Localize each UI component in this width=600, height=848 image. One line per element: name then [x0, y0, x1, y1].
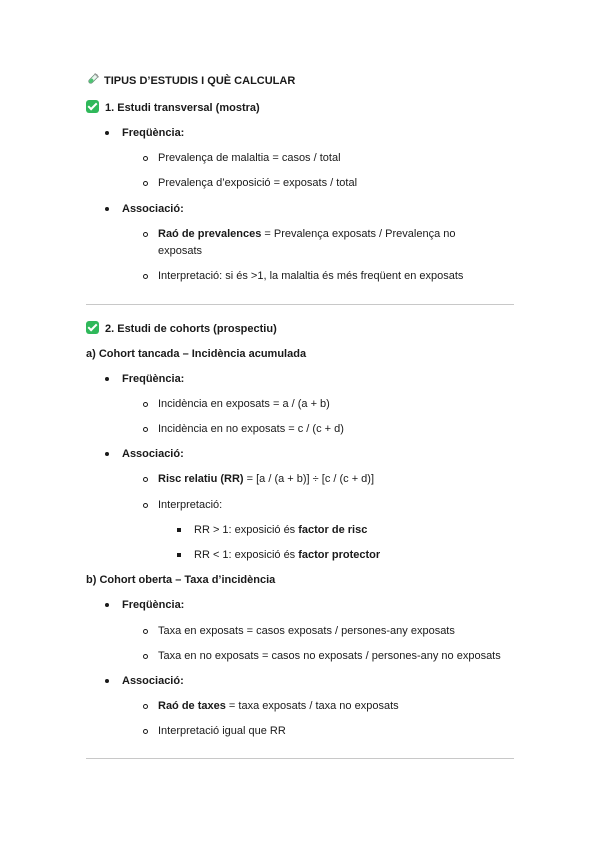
circle-bullet — [143, 729, 148, 734]
circle-bullet — [143, 503, 148, 508]
b-freq-label: Freqüència: — [122, 599, 185, 611]
cohort-b-heading: b) Cohort oberta – Taxa d’incidència — [86, 574, 276, 586]
disc-bullet — [105, 603, 109, 607]
circle-bullet — [143, 427, 148, 432]
s1-freq-item-2: Prevalença d’exposició = exposats / total — [158, 177, 358, 189]
circle-bullet — [143, 232, 148, 237]
circle-bullet — [143, 402, 148, 407]
a-interp: Interpretació: — [158, 499, 223, 511]
a-freq-label: Freqüència: — [122, 373, 185, 385]
rr-gt-item: RR > 1: exposició és factor de risc — [194, 524, 368, 536]
disc-bullet — [105, 452, 109, 456]
disc-bullet — [105, 679, 109, 683]
b-interp: Interpretació igual que RR — [158, 725, 286, 737]
rt-item: Raó de taxes = taxa exposats / taxa no exposats — [158, 700, 399, 712]
rr-lt-item: RR < 1: exposició és factor protector — [194, 549, 381, 561]
cohort-a-heading: a) Cohort tancada – Incidència acumulada — [86, 348, 307, 360]
document-title: TIPUS D’ESTUDIS I QUÈ CALCULAR — [86, 73, 295, 90]
a-freq-item-2: Incidència en no exposats = c / (c + d) — [158, 423, 344, 435]
circle-bullet — [143, 181, 148, 186]
a-assoc-label: Associació: — [122, 448, 184, 460]
circle-bullet — [143, 156, 148, 161]
circle-bullet — [143, 704, 148, 709]
s1-rp-item: Raó de prevalences = Prevalença exposats / Prevalença no — [158, 228, 456, 240]
check-box-icon — [86, 321, 99, 334]
disc-bullet — [105, 207, 109, 211]
s1-assoc-label: Associació: — [122, 203, 184, 215]
rr-item: Risc relatiu (RR) = [a / (a + b)] ÷ [c / (c + d)] — [158, 473, 375, 485]
divider — [86, 304, 514, 305]
b-freq-item-1: Taxa en exposats = casos exposats / persones-any exposats — [158, 625, 455, 637]
test-tube-icon — [86, 73, 99, 90]
b-assoc-label: Associació: — [122, 675, 184, 687]
circle-bullet — [143, 654, 148, 659]
s1-freq-label: Freqüència: — [122, 127, 185, 139]
b-freq-item-2: Taxa en no exposats = casos no exposats / persones-any no exposats — [158, 650, 501, 662]
s1-freq-item-1: Prevalença de malaltia = casos / total — [158, 152, 341, 164]
circle-bullet — [143, 629, 148, 634]
square-bullet — [177, 528, 181, 532]
s1-rp-item-cont: exposats — [158, 245, 203, 257]
circle-bullet — [143, 477, 148, 482]
check-box-icon — [86, 100, 99, 113]
section-2-heading: 2. Estudi de cohorts (prospectiu) — [86, 321, 277, 336]
square-bullet — [177, 553, 181, 557]
disc-bullet — [105, 377, 109, 381]
s1-interp: Interpretació: si és >1, la malaltia és més freqüent en exposats — [158, 270, 464, 282]
divider — [86, 758, 514, 759]
a-freq-item-1: Incidència en exposats = a / (a + b) — [158, 398, 330, 410]
section-1-heading: 1. Estudi transversal (mostra) — [86, 100, 260, 115]
circle-bullet — [143, 274, 148, 279]
disc-bullet — [105, 131, 109, 135]
